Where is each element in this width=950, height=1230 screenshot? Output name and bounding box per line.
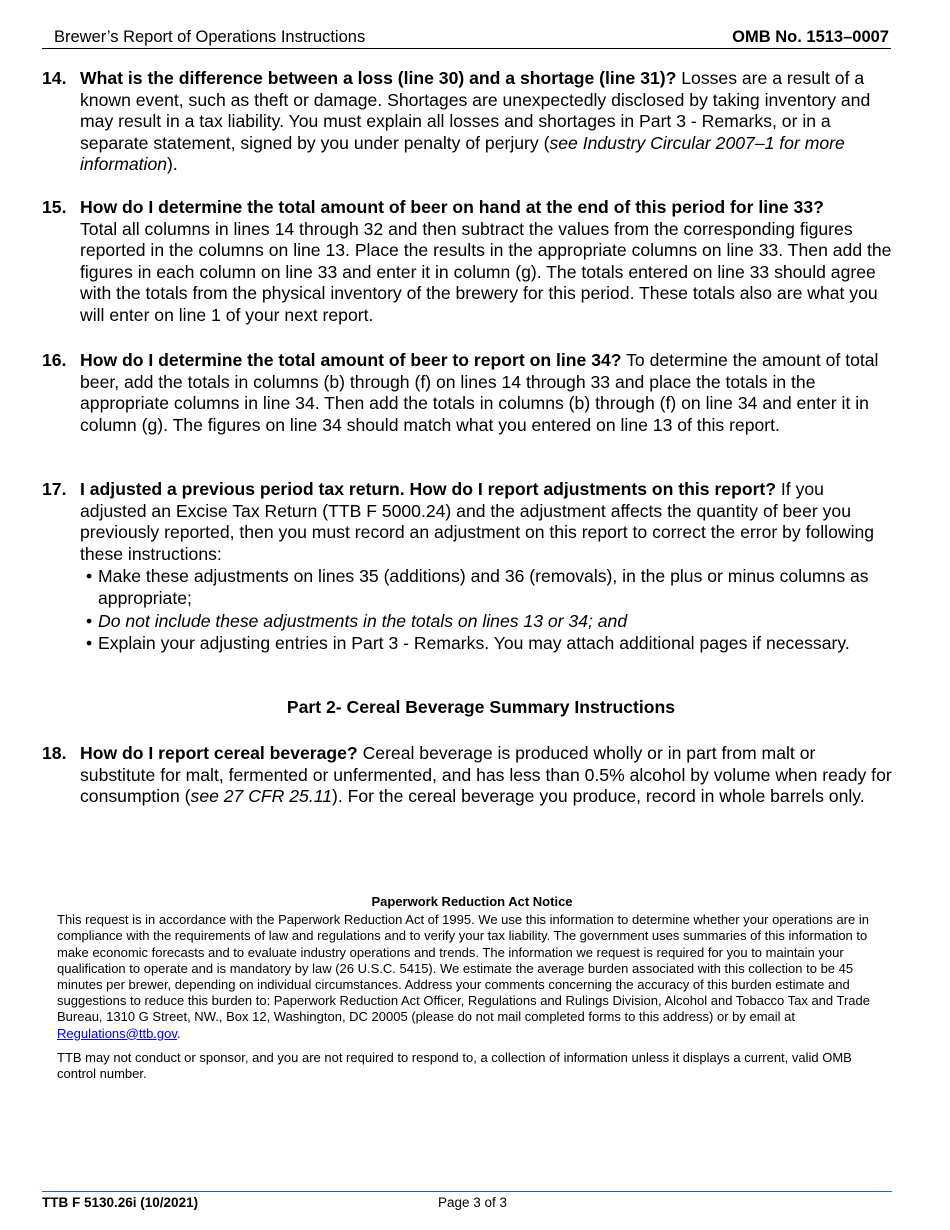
faq-item-17: [42, 479, 892, 655]
answer-text: Total all columns in lines 14 through 32 and then subtract the values from the corresponding figures reported in the columns on line 13. Place the results in the appropriate columns on line 33. Then add the figures in each column on line 33 and enter it in column (g). The totals entered on line 33 should agree with the totals from the physical inventory of the brewery for this period. These totals also are what you will enter on line 1 of your next report.: [80, 218, 892, 325]
form-number: TTB F 5130.26i (10/2021): [42, 1195, 199, 1210]
notice-paragraph-2: TTB may not conduct or sponsor, and you are not required to respond to, a collection of information unless it displays a current, valid OMB control number.: [57, 1049, 852, 1082]
item-number: 16.: [42, 350, 67, 370]
adjustment-list: [80, 566, 892, 654]
page-footer: [42, 1191, 892, 1212]
question-text: How do I determine the total amount of beer to report on line 34?: [80, 350, 622, 370]
faq-item-15: [42, 197, 892, 327]
item-number: 14.: [42, 68, 67, 88]
answer-reference: see Industry Circular 2007–1 for more information: [80, 132, 845, 175]
faq-item-14: [42, 68, 892, 176]
omb-number: OMB No. 1513–0007: [732, 28, 889, 46]
document-title: Brewer’s Report of Operations Instructions: [54, 28, 366, 46]
item-number: 18.: [42, 743, 67, 763]
notice-paragraph: This request is in accordance with the Paperwork Reduction Act of 1995. We use this information to determine whether your operations are in compliance with the requirements of law and regulations and to verify your tax liability. The government uses summaries of this information to make economic forecasts and to evaluate industry operations and trends. The information we request is required for you to maintain your qualification to operate and is mandatory by law (26 U.S.C. 5415). We estimate the average burden associated with this collection to be 45 minutes per brewer, depending on individual circumstances. Address your comments concerning the accuracy of this burden estimate and suggestions to reduce this burden to: Paperwork Reduction Act Officer, Regulations and Rulings Division, Alcohol and Tobacco Tax and Trade Bureau, 1310 G Street, NW., Box 12, Washington, DC 20005 (please do not mail completed forms to this address) or by email at Regulations@ttb.gov.: [57, 912, 870, 1041]
list-item: • Make these adjustments on lines 35 (additions) and 36 (removals), in the plus or minus columns as appropriate;: [86, 566, 869, 608]
faq-item-18: [42, 743, 892, 808]
page-number: Page 3 of 3: [438, 1195, 508, 1210]
answer-reference: see 27 CFR 25.11: [190, 786, 332, 807]
answer-text: Losses are a result of a known event, such as theft or damage. Shortages are unexpectedly disclosed by taking inventory and may result in a tax liability. You must explain all losses and shortages in Part 3 - Remarks, or in a separate statement, signed by you under penalty of perjury (: [80, 68, 871, 153]
email-link[interactable]: Regulations@ttb.gov: [57, 1025, 177, 1041]
answer-text-end: ).: [167, 154, 178, 175]
paperwork-notice: [57, 894, 887, 1090]
page-header: [42, 26, 891, 49]
section-title: Part 2- Cereal Beverage Summary Instructions: [286, 697, 676, 717]
question-text: How do I report cereal beverage?: [80, 743, 358, 763]
question-text: What is the difference between a loss (line 30) and a shortage (line 31)?: [80, 68, 677, 88]
answer-text: To determine the amount of total beer, add the totals in columns (b) through (f) on lines 14 through 33 and place the totals in the appropriate columns in line 34. Then add the totals in columns (b) through (f) on line 34 and enter it in column (g). The figures on line 34 should match what you entered on line 13 of this report.: [80, 350, 879, 435]
list-item: • Do not include these adjustments in the totals on lines 13 or 34; and: [86, 610, 628, 631]
answer-text: Cereal beverage is produced wholly or in part from malt or substitute for malt, fermented or unfermented, and has less than 0.5% alcohol by volume when ready for consumption (: [80, 743, 892, 807]
list-item: • Explain your adjusting entries in Part 3 - Remarks. You may attach additional pages if necessary.: [86, 633, 850, 654]
answer-text-end: ). For the cereal beverage you produce, record in whole barrels only.: [332, 786, 865, 807]
question-text: I adjusted a previous period tax return. How do I report adjustments on this report?: [80, 479, 777, 499]
faq-item-16: [42, 350, 892, 436]
answer-text: If you adjusted an Excise Tax Return (TTB F 5000.24) and the adjustment affects the quantity of beer you previously reported, then you must record an adjustment on this report to correct the error by following these instructions:: [80, 479, 875, 564]
item-number: 15.: [42, 197, 67, 217]
question-text: How do I determine the total amount of beer on hand at the end of this period for line 33?: [80, 197, 824, 217]
item-number: 17.: [42, 479, 67, 499]
notice-title: Paperwork Reduction Act Notice: [371, 894, 573, 909]
